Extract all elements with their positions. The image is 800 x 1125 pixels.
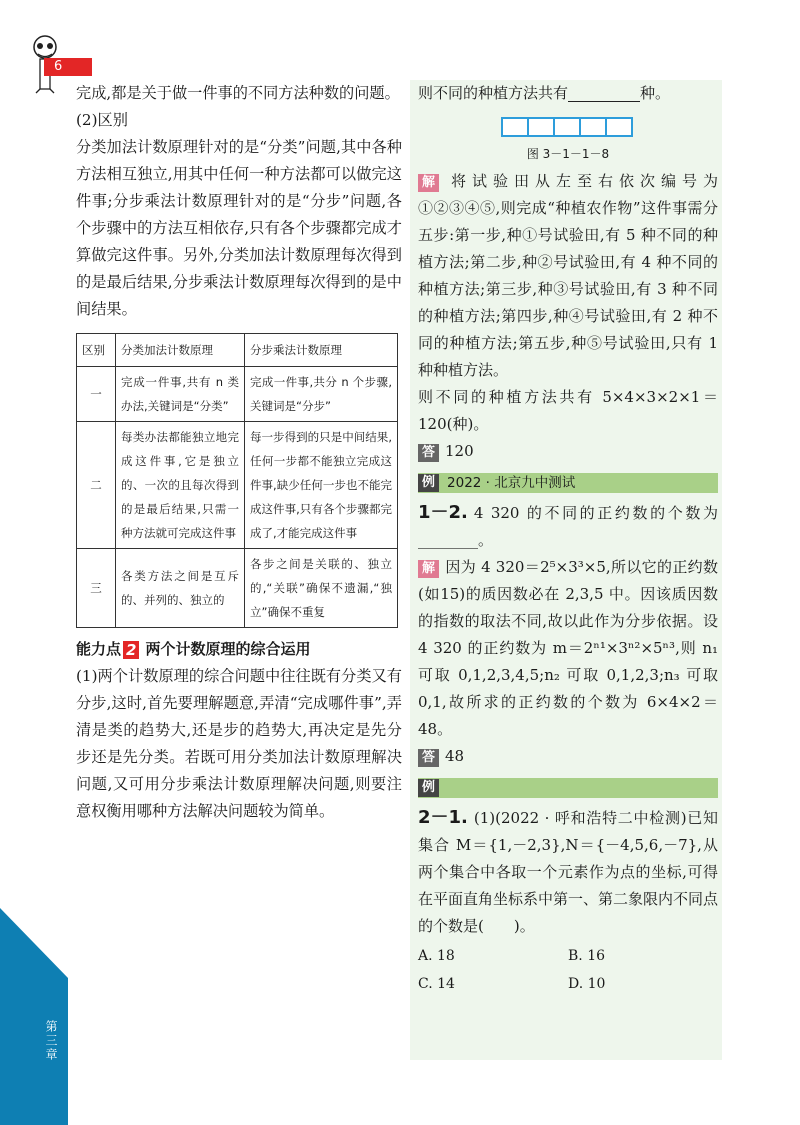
choice-a: A. 18: [418, 948, 455, 964]
right-column: [410, 80, 722, 1060]
answer-value: 120: [445, 442, 474, 460]
left-column: [76, 80, 402, 825]
table-cell: 各步之间是关联的、独立的,“关联”确保不遗漏,“独立”确保不重复: [244, 549, 397, 628]
plot-cell: [527, 117, 555, 137]
example-tag: 例: [418, 474, 439, 492]
chapter-tab: 第三章: [44, 1020, 58, 1062]
answer-tag: 答: [418, 444, 439, 462]
table-row: [77, 549, 398, 628]
question-text: (1)(2022 · 呼和浩特二中检测)已知集合 M＝{1,－2,3},N＝{－4,5,6,－7},从两个集合中各取一个元素作为点的坐标,可得在平面直角坐标系中第一、第二象限内不同点的个数是( )。: [418, 809, 719, 935]
question-tail: [418, 80, 718, 107]
choice-b: B. 16: [568, 948, 606, 964]
table-cell: 完成一件事,共分 n 个步骤,关键词是“分步”: [244, 367, 397, 422]
example-tag: 例: [418, 779, 439, 797]
answer-choices: [418, 942, 718, 998]
solution-1: [418, 168, 718, 384]
example-bar: [418, 778, 718, 798]
synthesis-paragraph: (1)两个计数原理的综合问题中往往既有分类又有分步,这时,首先要理解题意,弄清“完成哪件事”,弄清是类的趋势大,还是步的趋势大,再决定是先分步还是先分类。若既可用分类加法计数原理解决问题,又可用分步乘法计数原理解决问题,则要注意权衡用哪种方法解决问题较为简单。: [76, 667, 402, 820]
difference-paragraph: 分类加法计数原理针对的是“分类”问题,其中各种方法相互独立,用其中任何一种方法都可以做完这件事;分步乘法计数原理针对的是“分步”问题,各个步骤中的方法互相依存,只有各个步骤都完成才算做完这件事。另外,分类加法计数原理每次得到的是最后结果,分步乘法计数原理每次得到的是中间结果。: [76, 138, 402, 318]
question-text: 4 320 的不同的正约数的个数为________。: [418, 504, 718, 549]
table-cell: 各类方法之间是互斥的、并列的、独立的: [116, 549, 245, 628]
plot-cell: [553, 117, 581, 137]
table-header-cell: 分步乘法计数原理: [244, 334, 397, 367]
table-row: [77, 422, 398, 549]
table-row: [77, 367, 398, 422]
capability-heading: [76, 636, 402, 663]
question-number: 2－1.: [418, 807, 468, 828]
capability-number: 2: [123, 641, 139, 659]
solution-text: 因为 4 320＝2⁵×3³×5,所以它的正约数(如15)的质因数必在 2,3,5 中。因该质因数的指数的取法不同,故以此作为分步依据。设 4 320 的正约数为 m＝2ⁿ¹×3ⁿ²×5ⁿ³,则 n₁ 可取 0,1,2,3,4,5;n₂ 可取 0,1,2,3;n₃ 可取 0,1,故所求的正约数的个数为 6×4×2＝48。: [418, 558, 718, 738]
solution-tag: 解: [418, 560, 439, 578]
comparison-table: [76, 333, 398, 628]
plot-cell: [605, 117, 633, 137]
solution-1-result: 则不同的种植方法共有 5×4×3×2×1＝120(种)。: [418, 388, 718, 433]
capability-title: 两个计数原理的综合运用: [145, 640, 311, 658]
field-plots-figure: [418, 117, 718, 137]
page-number: 6: [44, 58, 92, 76]
solution-tag: 解: [418, 174, 439, 192]
plot-cell: [579, 117, 607, 137]
answer-1: [418, 438, 718, 465]
figure-caption: 图 3－1－1－8: [526, 147, 610, 161]
answer-value: 48: [445, 747, 465, 765]
table-cell: 二: [77, 422, 116, 549]
question-2: [418, 499, 718, 554]
table-cell: 每一步得到的只是中间结果,任何一步都不能独立完成这件事,缺少任何一步也不能完成这件事,只有各个步骤都完成了,才能完成这件事: [244, 422, 397, 549]
table-header-cell: 分类加法计数原理: [116, 334, 245, 367]
capability-label: 能力点: [76, 640, 122, 658]
table-cell: 三: [77, 549, 116, 628]
chapter-side-band: [0, 908, 68, 1125]
solution-2: [418, 554, 718, 743]
answer-tag: 答: [418, 749, 439, 767]
table-cell: 一: [77, 367, 116, 422]
example-bar: [418, 473, 718, 493]
table-header-row: [77, 334, 398, 367]
question-text: 种。: [640, 84, 671, 102]
choice-d: D. 10: [568, 976, 606, 992]
example-source: 2022 · 北京九中测试: [447, 474, 576, 491]
section-label: (2)区别: [76, 111, 128, 129]
question-number: 1－2.: [418, 502, 468, 523]
table-cell: 完成一件事,共有 n 类办法,关键词是“分类”: [116, 367, 245, 422]
answer-blank: [568, 83, 640, 102]
choice-c: C. 14: [418, 976, 455, 992]
question-3: [418, 804, 718, 940]
table-cell: 每类办法都能独立地完成这件事,它是独立的、一次的且每次得到的是最后结果,只需一种方法就可完成这件事: [116, 422, 245, 549]
answer-2: [418, 743, 718, 770]
intro-paragraph: 完成,都是关于做一件事的不同方法种数的问题。: [76, 84, 400, 102]
question-text: 则不同的种植方法共有: [418, 84, 569, 102]
solution-text: 将试验田从左至右依次编号为①②③④⑤,则完成“种植农作物”这件事需分五步:第一步,种①号试验田,有 5 种不同的种植方法;第二步,种②号试验田,有 4 种不同的种植方法;第三步,种③号试验田,有 3 种不同的种植方法;第四步,种④号试验田,有 2 种不同的种植方法;第五步,种⑤号试验田,只有 1 种种植方法。: [418, 172, 718, 379]
plot-cell: [501, 117, 529, 137]
table-header-cell: 区别: [77, 334, 116, 367]
